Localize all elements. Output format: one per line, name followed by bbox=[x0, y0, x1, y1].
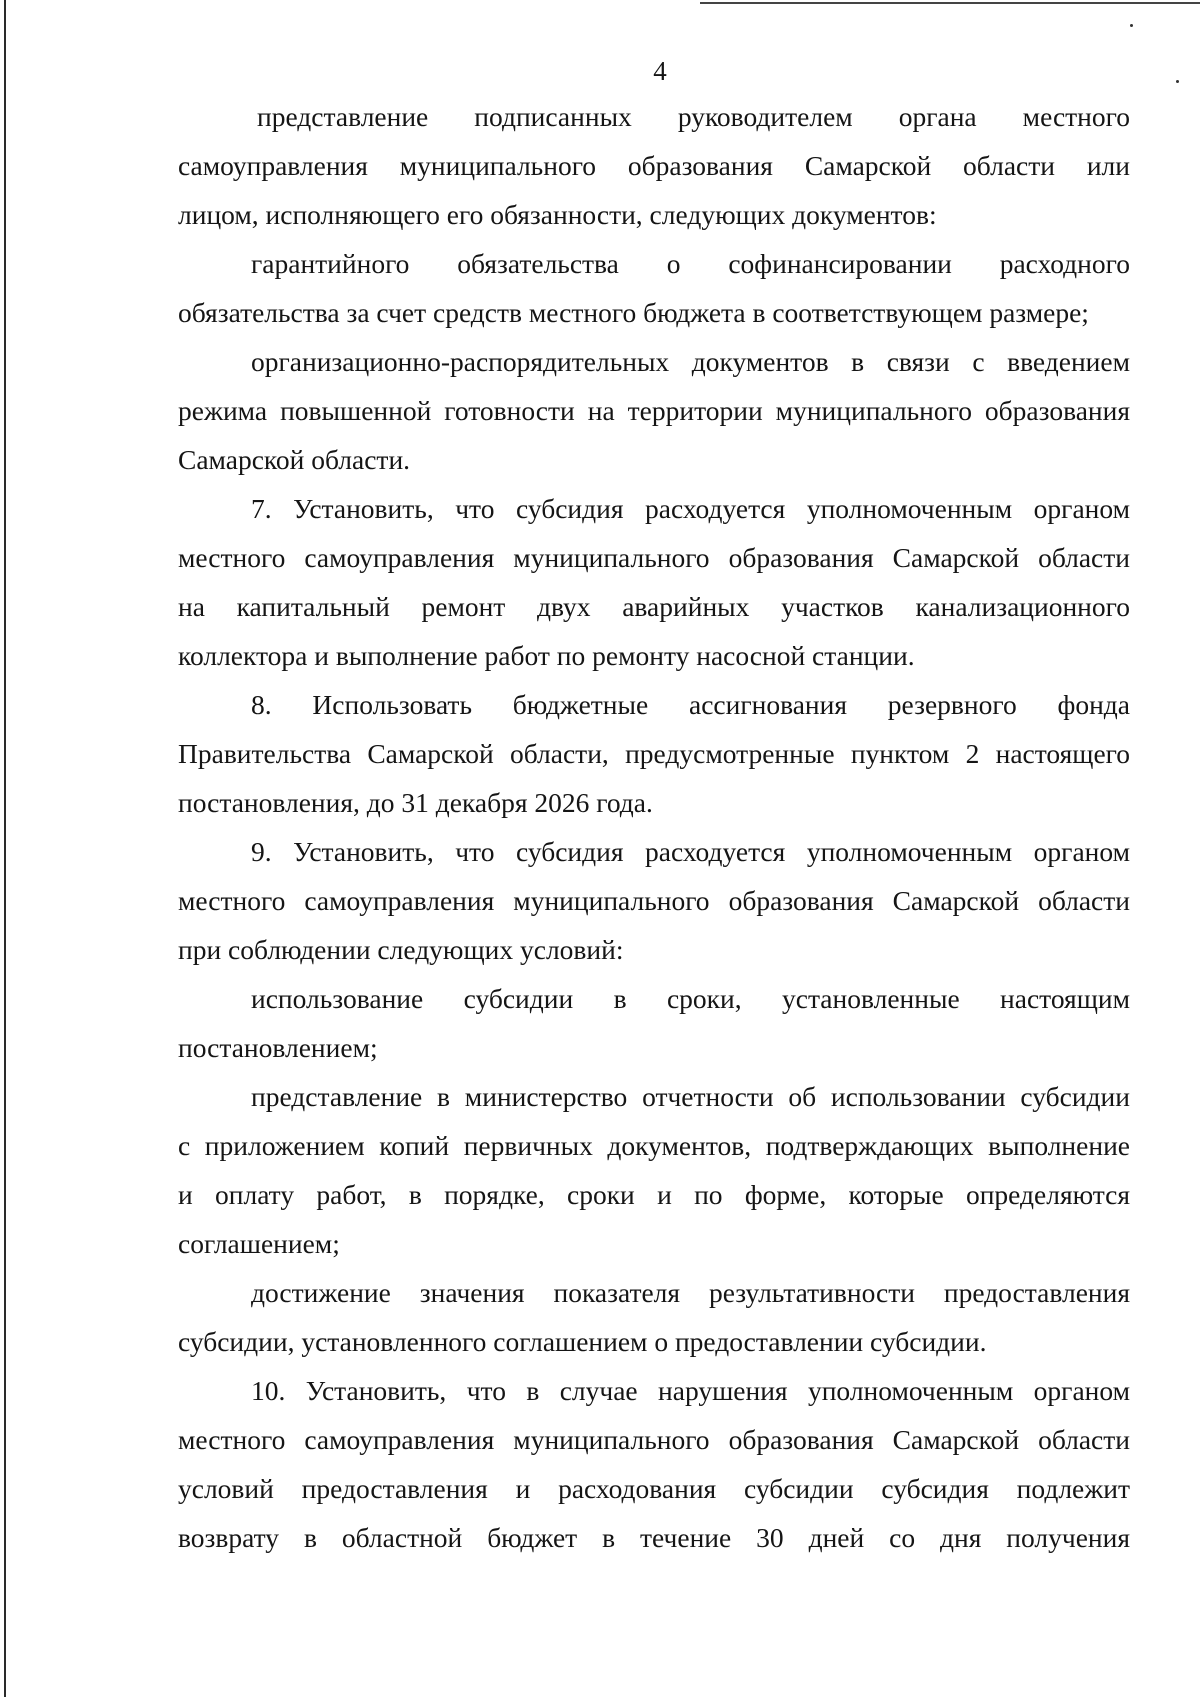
text-line: Самарской области. bbox=[178, 444, 411, 475]
paragraph bbox=[178, 974, 1130, 1072]
text-line: 10. Установить, что в случае нарушения уполномоченным органом bbox=[251, 1375, 1130, 1406]
text-line: представление в министерство отчетности об использовании субсидии bbox=[251, 1081, 1130, 1112]
text-line: на капитальный ремонт двух аварийных участков канализационного bbox=[178, 591, 1130, 622]
text-line: 8. Использовать бюджетные ассигнования резервного фонда bbox=[251, 689, 1130, 720]
text-line: 7. Установить, что субсидия расходуется уполномоченным органом bbox=[251, 493, 1130, 524]
text-line: режима повышенной готовности на территории муниципального образования bbox=[178, 395, 1130, 426]
text-line: достижение значения показателя результативности предоставления bbox=[251, 1277, 1130, 1308]
text-line: местного самоуправления муниципального образования Самарской области bbox=[178, 542, 1130, 573]
scan-left-edge bbox=[4, 0, 6, 1697]
text-line: местного самоуправления муниципального образования Самарской области bbox=[178, 1424, 1130, 1455]
paragraph bbox=[178, 92, 1130, 239]
text-line: возврату в областной бюджет в течение 30 дней со дня получения bbox=[178, 1522, 1130, 1553]
paragraph bbox=[178, 337, 1130, 484]
text-line: соглашением; bbox=[178, 1228, 340, 1259]
text-line: местного самоуправления муниципального образования Самарской области bbox=[178, 885, 1130, 916]
scan-speck bbox=[1176, 80, 1179, 83]
paragraph bbox=[178, 680, 1130, 827]
document-body bbox=[178, 92, 1130, 1562]
text-line: постановления, до 31 декабря 2026 года. bbox=[178, 787, 653, 818]
text-line: субсидии, установленного соглашением о предоставлении субсидии. bbox=[178, 1326, 987, 1357]
text-line: организационно-распорядительных документов в связи с введением bbox=[251, 346, 1130, 377]
text-line: коллектора и выполнение работ по ремонту насосной станции. bbox=[178, 640, 915, 671]
page-number: 4 bbox=[653, 56, 667, 86]
text-line: постановлением; bbox=[178, 1032, 378, 1063]
text-line: с приложением копий первичных документов, подтверждающих выполнение bbox=[178, 1130, 1130, 1161]
paragraph bbox=[178, 1366, 1130, 1562]
text-line: использование субсидии в сроки, установленные настоящим bbox=[251, 983, 1130, 1014]
text-line: лицом, исполняющего его обязанности, следующих документов: bbox=[178, 199, 937, 230]
paragraph bbox=[178, 827, 1130, 974]
text-line: представление подписанных руководителем органа местного bbox=[257, 101, 1130, 132]
paragraph bbox=[178, 239, 1130, 337]
text-line: гарантийного обязательства о софинансировании расходного bbox=[251, 248, 1130, 279]
text-line: Правительства Самарской области, предусмотренные пунктом 2 настоящего bbox=[178, 738, 1130, 769]
text-line: при соблюдении следующих условий: bbox=[178, 934, 624, 965]
text-line: обязательства за счет средств местного бюджета в соответствующем размере; bbox=[178, 297, 1089, 328]
text-line: и оплату работ, в порядке, сроки и по форме, которые определяются bbox=[178, 1179, 1130, 1210]
text-line: 9. Установить, что субсидия расходуется уполномоченным органом bbox=[251, 836, 1130, 867]
text-line: самоуправления муниципального образования Самарской области или bbox=[178, 150, 1130, 181]
scan-top-edge bbox=[700, 2, 1200, 4]
paragraph bbox=[178, 484, 1130, 680]
paragraph bbox=[178, 1268, 1130, 1366]
text-line: условий предоставления и расходования субсидии субсидия подлежит bbox=[178, 1473, 1130, 1504]
scan-speck bbox=[1130, 24, 1133, 27]
paragraph bbox=[178, 1072, 1130, 1268]
